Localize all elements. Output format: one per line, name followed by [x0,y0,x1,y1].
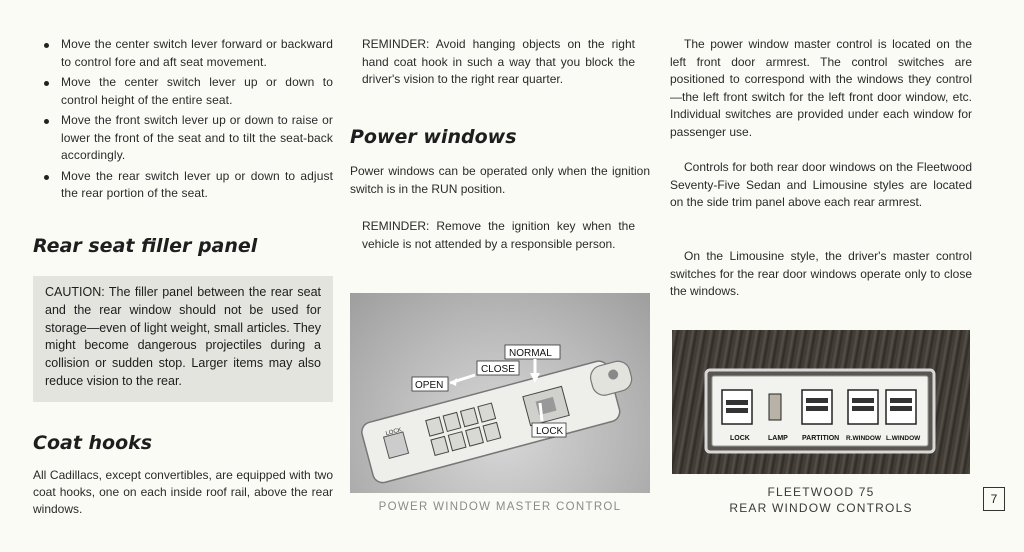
coat-hooks-text: All Cadillacs, except convertibles, are equipped with two coat hooks, one on each inside roof rail, above the rear windows. [33,468,333,516]
bullet-icon [44,175,49,180]
reminder-ignition-key: REMINDER: Remove the ignition key when the vehicle is not attended by a responsible person. [362,219,635,251]
caption-line-1: FLEETWOOD 75 [767,485,875,499]
master-control-caption: POWER WINDOW MASTER CONTROL [378,501,622,513]
lock-label: LOCK [536,426,564,437]
limousine-paragraph: On the Limousine style, the driver's master control switches for the rear door windows operate only to close the windows. [670,249,972,298]
list-item [33,36,333,71]
normal-label: NORMAL [509,348,552,359]
page-number: 7 [983,487,1005,511]
power-windows-heading: Power windows [350,126,517,148]
lock-small-label: LOCK [385,427,403,438]
power-windows-text: Power windows can be operated only when the ignition switch is in the RUN position. [350,164,650,196]
rear-window-controls-illustration [672,330,970,474]
list-item-text: Move the front switch lever up or down to raise or lower the front of the seat and to tilt the seat-back accordingly. [61,113,333,162]
list-item-text: Move the center switch lever up or down to control height of the entire seat. [61,75,333,107]
caution-text: CAUTION: The filler panel between the rear seat and the rear window should not be used for storage—even of light weight, small articles. They might become dangerous projectiles during a collision or sudden stop. Larger items may also reduce vision to the rear. [45,285,321,388]
rear-window-controls-photo [672,330,970,474]
column-left [33,30,333,206]
seat-adjust-list [33,36,333,203]
reminder-coat-hook: REMINDER: Avoid hanging objects on the right hand coat hook in such a way that you block the driver's vision to the right rear quarter. [362,37,635,86]
close-label: CLOSE [481,364,515,375]
bullet-icon [44,119,49,124]
panel-label-lock: LOCK [730,435,750,442]
coat-hooks-heading: Coat hooks [33,432,153,454]
list-item [33,74,333,109]
list-item [33,168,333,203]
panel-label-lwindow: L.WINDOW [886,435,921,442]
panel-label-lamp: LAMP [768,435,788,442]
rear-seat-filler-heading: Rear seat filler panel [33,235,258,257]
panel-label-rwindow: R.WINDOW [846,435,882,442]
list-item-text: Move the center switch lever forward or backward to control fore and aft seat movement. [61,37,333,69]
master-control-photo [350,293,650,493]
master-control-paragraph: The power window master control is located on the left front door armrest. The control switches are positioned to correspond with the windows they control—the left front switch for the left front door window, etc. Individual switches are provided under each window for passenger use. [670,37,972,139]
open-label: OPEN [415,380,444,391]
caution-box [33,276,333,402]
list-item-text: Move the rear switch lever up or down to adjust the rear portion of the seat. [61,168,333,200]
caption-line-2: REAR WINDOW CONTROLS [729,500,913,515]
rear-controls-paragraph: Controls for both rear door windows on the Fleetwood Seventy-Five Sedan and Limousine styles are located on the side trim panel above each rear armrest. [670,160,972,209]
panel-label-partition: PARTITION [802,435,840,442]
rear-window-controls-caption [672,485,970,516]
bullet-icon [44,43,49,48]
list-item [33,112,333,165]
bullet-icon [44,81,49,86]
master-control-illustration [350,293,650,493]
